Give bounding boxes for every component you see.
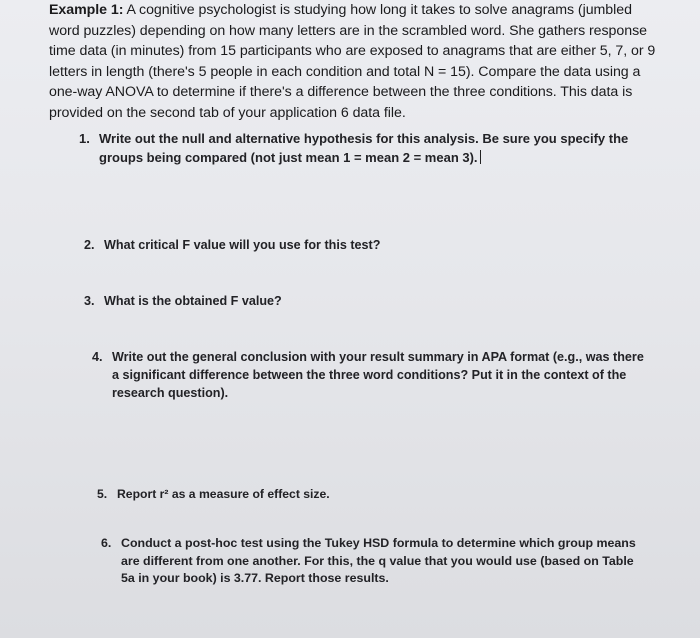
example-label: Example 1:: [49, 2, 124, 18]
question-3[interactable]: [84, 292, 624, 311]
question-text: What critical F value will you use for this test?: [104, 238, 381, 252]
example-intro: [49, 0, 661, 124]
question-number: 2.: [84, 238, 95, 252]
example-text: A cognitive psychologist is studying how long it takes to solve anagrams (jumbled word puzzles) depending on how many letters are in the scrambled word. She gathers response time data (in minutes) from 15 participants who are exposed to anagrams that are either 5, 7, or 9 letters in length (there's 5 people in each condition and total N = 15). Compare the data using a one-way ANOVA to determine if there's a difference between the three conditions. This data is provided on the second tab of your application 6 data file.: [49, 2, 656, 121]
question-6[interactable]: [101, 535, 641, 588]
text-cursor: [480, 150, 481, 164]
question-number: 4.: [92, 350, 103, 364]
question-1[interactable]: [79, 129, 654, 167]
question-text: Write out the null and alternative hypothesis for this analysis. Be sure you specify the groups being compared (not just mean 1 = mean 2 = mean 3).: [99, 131, 629, 165]
question-4[interactable]: [92, 349, 652, 402]
question-text: Report r² as a measure of effect size.: [117, 487, 330, 501]
question-text: What is the obtained F value?: [104, 294, 282, 308]
question-text: Conduct a post-hoc test using the Tukey HSD formula to determine which group means are different from one another. For this, the q value that you would use (based on Table 5a in your book) is 3.77. Report those results.: [121, 536, 636, 586]
question-number: 6.: [101, 536, 112, 550]
question-5[interactable]: [97, 485, 637, 504]
question-number: 1.: [79, 131, 90, 146]
question-number: 3.: [84, 294, 95, 308]
question-number: 5.: [97, 487, 108, 501]
question-2[interactable]: [84, 236, 624, 255]
question-text: Write out the general conclusion with your result summary in APA format (e.g., was there a significant difference between the three word conditions? Put it in the context of the research question).: [112, 350, 644, 400]
